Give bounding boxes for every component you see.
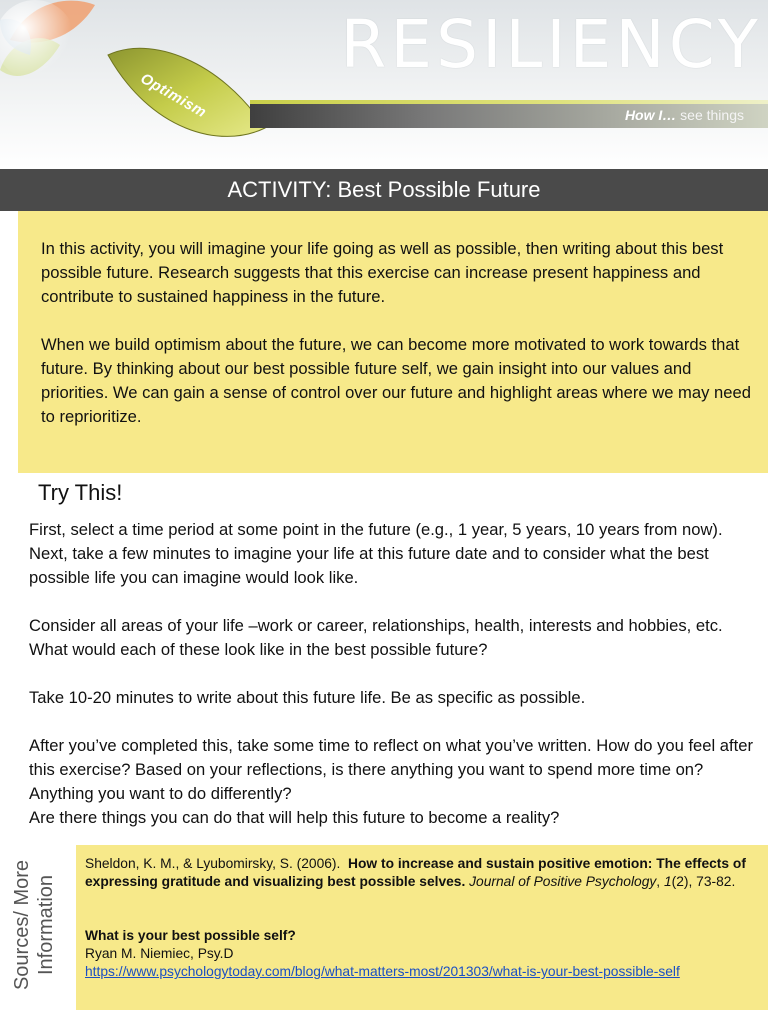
- try-paragraph: Take 10-20 minutes to write about this future life. Be as specific as possible.: [29, 688, 586, 707]
- ref1-authors: Sheldon, K. M., & Lyubomirsky, S. (2006).: [85, 856, 341, 871]
- ref1-volume: 1: [663, 874, 672, 889]
- sources-box: [76, 845, 768, 1010]
- ref1-pages: (2), 73-82.: [671, 874, 736, 889]
- try-this-body: [29, 518, 757, 830]
- reference-1: [85, 855, 760, 891]
- intro-paragraph: When we build optimism about the future, we can become more motivated to work towards that future. By thinking about our best possible future self, we gain insight into our values and priorities. We can gain a sense of control over our future and highlight areas where we may need to reprioritize.: [41, 335, 751, 426]
- activity-title: ACTIVITY: Best Possible Future: [0, 169, 768, 211]
- brand-title: RESILIENCY: [340, 6, 762, 83]
- ref2-link[interactable]: https://www.psychologytoday.com/blog/what-matters-most/201303/what-is-your-best-possible-self: [85, 964, 680, 979]
- try-paragraph: Consider all areas of your life –work or career, relationships, health, interests and hobbies, etc. What would each of these look like in the best possible future?: [29, 616, 723, 659]
- tagline-bold: How I…: [624, 107, 677, 123]
- intro-paragraph: In this activity, you will imagine your life going as well as possible, then writing about this best possible future. Research suggests that this exercise can increase present happiness and contribute to sustained happiness in the future.: [41, 239, 724, 306]
- try-this-heading: Try This!: [38, 480, 123, 505]
- reference-2: [85, 927, 760, 981]
- page-header: [0, 0, 768, 168]
- try-paragraph: After you’ve completed this, take some time to reflect on what you’ve written. How do you feel after this exercise? Based on your reflections, is there anything you want to spend more time on? Anything you want to do differently?: [29, 736, 754, 803]
- tagline-rest: see things: [680, 107, 744, 123]
- tagline: [625, 107, 744, 123]
- ref1-journal: Journal of Positive Psychology: [469, 874, 657, 889]
- sources-side-label: [10, 840, 58, 1010]
- try-paragraph: First, select a time period at some point in the future (e.g., 1 year, 5 years, 10 years from now). Next, take a few minutes to imagine your life at this future date and to consider what the best possible life you can imagine would look like.: [29, 520, 723, 587]
- ref1-comma: ,: [656, 874, 661, 889]
- ref2-title: What is your best possible self?: [85, 928, 296, 943]
- optimism-leaf-label: Optimism: [137, 70, 210, 122]
- ref1-title: How to increase and sustain positive emotion: The effects of expressing gratitude and visualizing best possible selves.: [85, 856, 746, 889]
- intro-box: [18, 211, 768, 473]
- ref2-author: Ryan M. Niemiec, Psy.D: [85, 946, 234, 961]
- sources-label-line: Information: [35, 874, 57, 976]
- try-paragraph: Are there things you can do that will help this future to become a reality?: [29, 808, 560, 827]
- sources-label-line: Sources/ More: [11, 859, 33, 991]
- spacer: [85, 891, 760, 927]
